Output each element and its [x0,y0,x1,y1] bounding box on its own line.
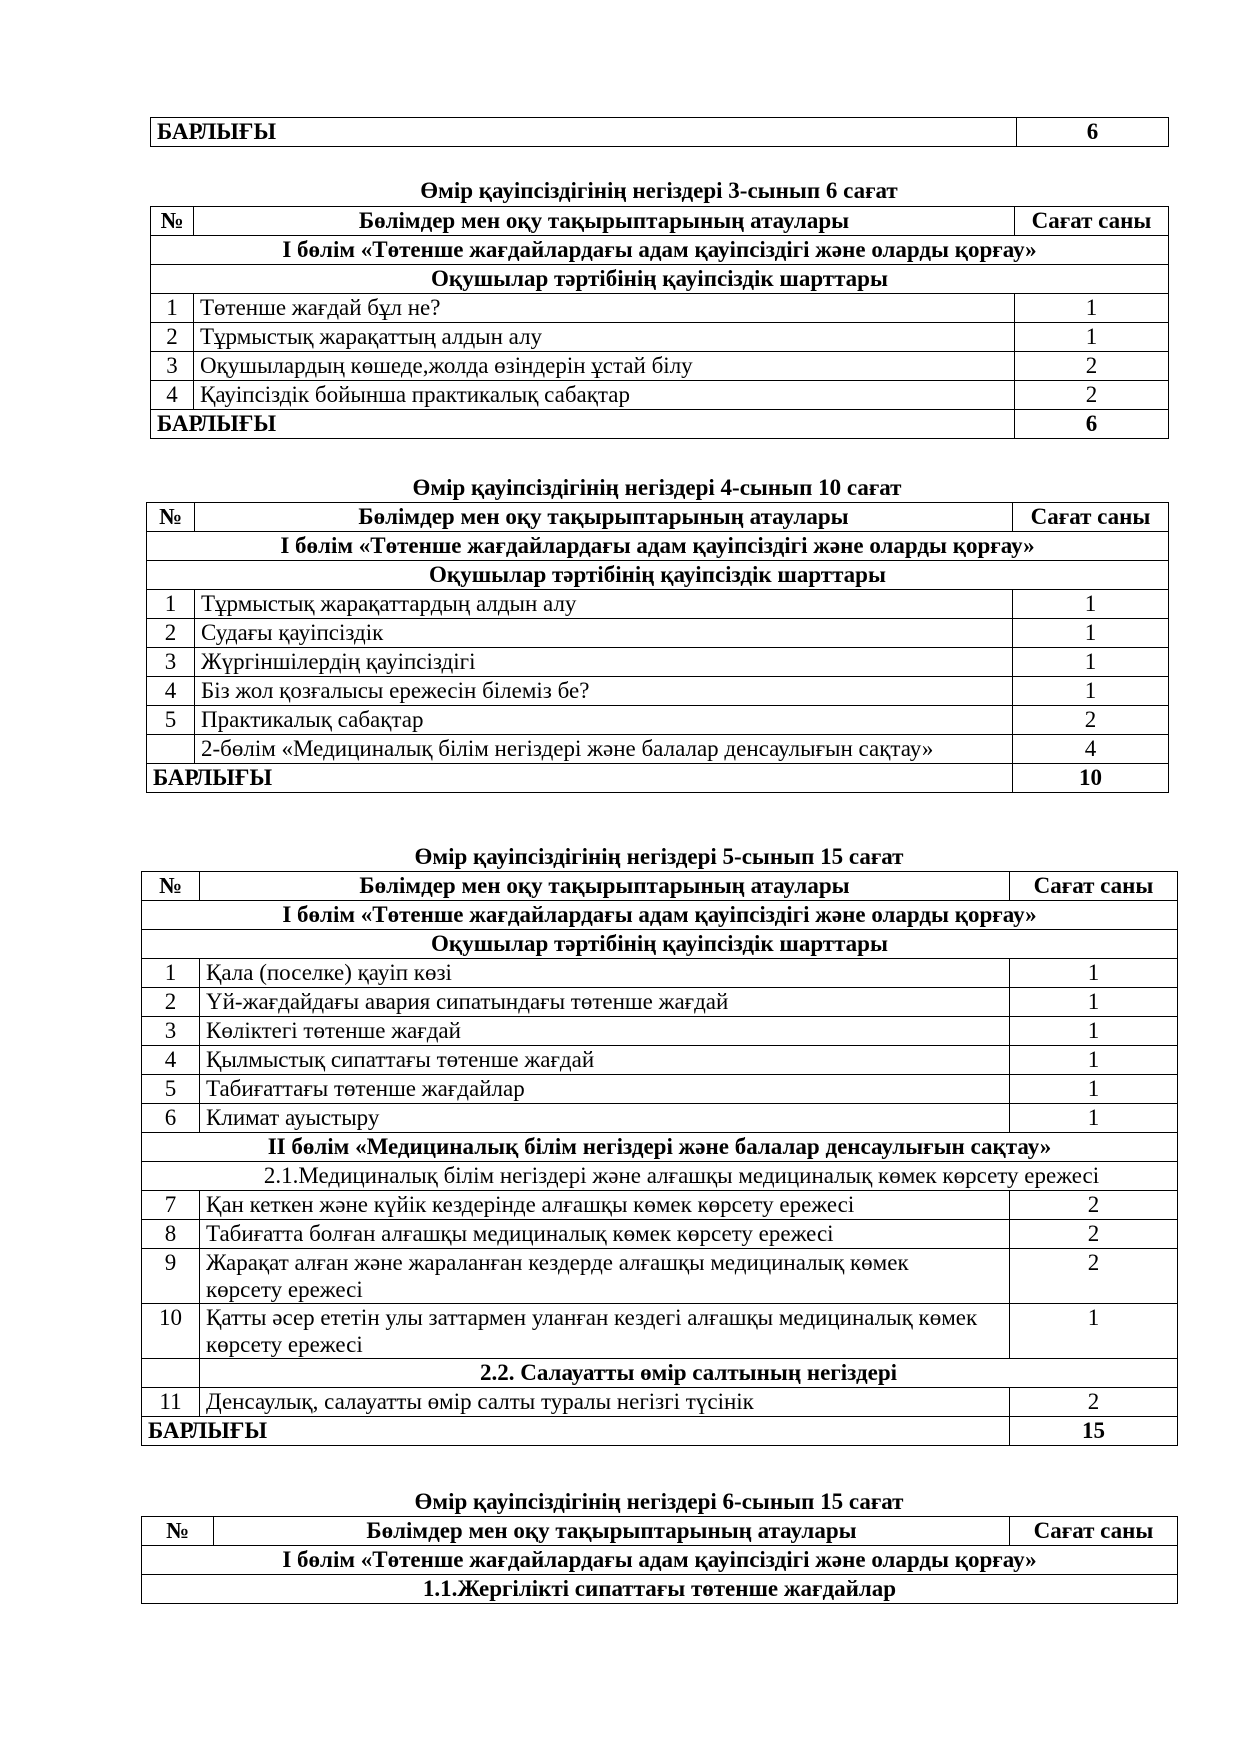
row-topic: Жарақат алған және жараланған кездерде алғашқы медициналық көмек көрсету ережесі [200,1249,1010,1304]
subsection-title: 2.1.Медициналық білім негіздері және алғашқы медициналық көмек көрсету ережесі [142,1162,1178,1191]
row-hours: 4 [1013,735,1169,764]
subsection-row [142,1162,1178,1191]
row-hours: 2 [1013,706,1169,735]
table-row [147,677,1169,706]
row-topic: Қан кеткен және күйік кездерінде алғашқы көмек көрсету ережесі [200,1191,1010,1220]
col-hours-header: Сағат саны [1013,503,1169,532]
col-num-header: № [151,207,194,236]
row-hours: 1 [1010,959,1178,988]
col-hours-header: Сағат саны [1010,1517,1178,1546]
row-topic: Табиғатта болған алғашқы медициналық көмек көрсету ережесі [200,1220,1010,1249]
section-row [142,1133,1178,1162]
grade5-table [141,871,1178,1446]
total-hours: 15 [1010,1417,1178,1446]
row-num [147,735,195,764]
row-num: 6 [142,1104,200,1133]
grade3-table [150,206,1169,439]
subsection-title: Оқушылар тәртібінің қауіпсіздік шарттары [151,265,1169,294]
row-topic: 2-бөлім «Медициналық білім негіздері және балалар денсаулығын сақтау» [195,735,1013,764]
total-hours: 6 [1017,118,1169,147]
table-row [147,706,1169,735]
table-row [142,1075,1178,1104]
row-hours: 1 [1010,988,1178,1017]
subsection-row [151,265,1169,294]
col-num-header: № [142,1517,214,1546]
row-num: 4 [151,381,194,410]
row-topic: Тұрмыстық жарақаттың алдын алу [194,323,1015,352]
row-hours: 1 [1013,619,1169,648]
row-num: 3 [151,352,194,381]
section-title: І бөлім «Төтенше жағдайлардағы адам қауіпсіздігі және оларды қорғау» [142,1546,1178,1575]
table-row [151,381,1169,410]
table-row [151,352,1169,381]
subsection-row [147,561,1169,590]
col-num-header: № [147,503,195,532]
row-topic: Қала (поселке) қауіп көзі [200,959,1010,988]
row-hours: 1 [1013,648,1169,677]
total-hours: 6 [1015,410,1169,439]
section-row [142,901,1178,930]
grade5-title: Өмір қауіпсіздігінің негіздері 5-сынып 15 сағат [414,844,904,869]
section-title: І бөлім «Төтенше жағдайлардағы адам қауіпсіздігі және оларды қорғау» [151,236,1169,265]
row-hours: 1 [1010,1104,1178,1133]
total-label: БАРЛЫҒЫ [147,764,1013,793]
row-topic: Төтенше жағдай бұл не? [194,294,1015,323]
row-topic: Оқушылардың көшеде,жолда өзіндерін ұстай білу [194,352,1015,381]
row-topic: Біз жол қозғалысы ережесін білеміз бе? [195,677,1013,706]
grade6-title: Өмір қауіпсіздігінің негіздері 6-сынып 15 сағат [414,1489,904,1514]
table-row [142,988,1178,1017]
row-hours: 1 [1010,1304,1178,1359]
row-topic: Көліктегі төтенше жағдай [200,1017,1010,1046]
section-title: І бөлім «Төтенше жағдайлардағы адам қауіпсіздігі және оларды қорғау» [147,532,1169,561]
row-topic: Табиғаттағы төтенше жағдайлар [200,1075,1010,1104]
col-num-header: № [142,872,200,901]
section-title: І бөлім «Төтенше жағдайлардағы адам қауіпсіздігі және оларды қорғау» [142,901,1178,930]
row-topic: Денсаулық, салауатты өмір салты туралы негізгі түсінік [200,1388,1010,1417]
row-topic: Жүргіншілердің қауіпсіздігі [195,648,1013,677]
grade4-table [146,502,1169,793]
table-row [147,619,1169,648]
row-num: 2 [151,323,194,352]
col-hours-header: Сағат саны [1015,207,1169,236]
row-num: 4 [147,677,195,706]
row-topic: Практикалық сабақтар [195,706,1013,735]
total-label: БАРЛЫҒЫ [151,410,1015,439]
row-topic: Қатты әсер ететін улы заттармен уланған кездегі алғашқы медициналық көмек көрсету ережесі [200,1304,1010,1359]
row-num: 10 [142,1304,200,1359]
total-label: БАРЛЫҒЫ [142,1417,1010,1446]
table-row [147,735,1169,764]
col-name-header: Бөлімдер мен оқу тақырыптарының атаулары [194,207,1015,236]
row-hours: 1 [1010,1017,1178,1046]
section-title: ІІ бөлім «Медициналық білім негіздері және балалар денсаулығын сақтау» [142,1133,1178,1162]
total-row [147,764,1169,793]
row-num: 11 [142,1388,200,1417]
subsection-title: Оқушылар тәртібінің қауіпсіздік шарттары [147,561,1169,590]
col-hours-header: Сағат саны [1010,872,1178,901]
table-row [151,323,1169,352]
subsection-title: 2.2. Салауатты өмір салтының негіздері [200,1359,1178,1388]
table-row [142,1304,1178,1359]
row-topic: Қылмыстық сипаттағы төтенше жағдай [200,1046,1010,1075]
section-row [142,1546,1178,1575]
row-num: 1 [142,959,200,988]
row-num: 5 [147,706,195,735]
row-hours: 2 [1015,352,1169,381]
subsection-row [142,1359,1178,1388]
section-row [147,532,1169,561]
total-label: БАРЛЫҒЫ [151,118,1017,147]
subsection-title: Оқушылар тәртібінің қауіпсіздік шарттары [142,930,1178,959]
row-num: 3 [142,1017,200,1046]
row-num: 9 [142,1249,200,1304]
row-topic: Тұрмыстық жарақаттардың алдын алу [195,590,1013,619]
row-hours: 1 [1015,294,1169,323]
table-header-row [142,872,1178,901]
table-row [147,648,1169,677]
grade4-title: Өмір қауіпсіздігінің негіздері 4-сынып 10 сағат [412,475,902,500]
subsection-title: 1.1.Жергілікті сипаттағы төтенше жағдайлар [142,1575,1178,1604]
row-hours: 2 [1010,1388,1178,1417]
row-num: 2 [142,988,200,1017]
table-row [142,1220,1178,1249]
section-row [151,236,1169,265]
table-header-row [142,1517,1178,1546]
subsection-row [142,930,1178,959]
row-topic: Қауіпсіздік бойынша практикалық сабақтар [194,381,1015,410]
table-row [142,959,1178,988]
row-num: 8 [142,1220,200,1249]
grade3-title: Өмір қауіпсіздігінің негіздері 3-сынып 6 сағат [420,178,898,203]
row-num: 1 [147,590,195,619]
row-num: 5 [142,1075,200,1104]
row-hours: 1 [1010,1046,1178,1075]
table-header-row [151,207,1169,236]
table-row [147,590,1169,619]
total-row [142,1417,1178,1446]
total-row [151,410,1169,439]
total-hours: 10 [1013,764,1169,793]
subsection-row [142,1575,1178,1604]
table-row [142,1388,1178,1417]
table-row [151,118,1169,147]
row-topic: Судағы қауіпсіздік [195,619,1013,648]
table-row [151,294,1169,323]
table-row [142,1017,1178,1046]
row-hours: 2 [1015,381,1169,410]
row-hours: 2 [1010,1191,1178,1220]
row-num: 7 [142,1191,200,1220]
row-topic: Үй-жағдайдағы авария сипатындағы төтенше жағдай [200,988,1010,1017]
col-name-header: Бөлімдер мен оқу тақырыптарының атаулары [200,872,1010,901]
table-row [142,1191,1178,1220]
row-num: 3 [147,648,195,677]
col-name-header: Бөлімдер мен оқу тақырыптарының атаулары [195,503,1013,532]
col-name-header: Бөлімдер мен оқу тақырыптарының атаулары [214,1517,1010,1546]
empty-cell [142,1359,200,1388]
row-hours: 1 [1013,677,1169,706]
row-hours: 1 [1010,1075,1178,1104]
row-hours: 2 [1010,1220,1178,1249]
row-num: 2 [147,619,195,648]
table-row [142,1046,1178,1075]
table-header-row [147,503,1169,532]
row-num: 4 [142,1046,200,1075]
top-total-table [150,117,1169,147]
row-hours: 1 [1015,323,1169,352]
row-num: 1 [151,294,194,323]
row-hours: 2 [1010,1249,1178,1304]
grade6-table [141,1516,1178,1604]
table-row [142,1249,1178,1304]
table-row [142,1104,1178,1133]
row-hours: 1 [1013,590,1169,619]
row-topic: Климат ауыстыру [200,1104,1010,1133]
